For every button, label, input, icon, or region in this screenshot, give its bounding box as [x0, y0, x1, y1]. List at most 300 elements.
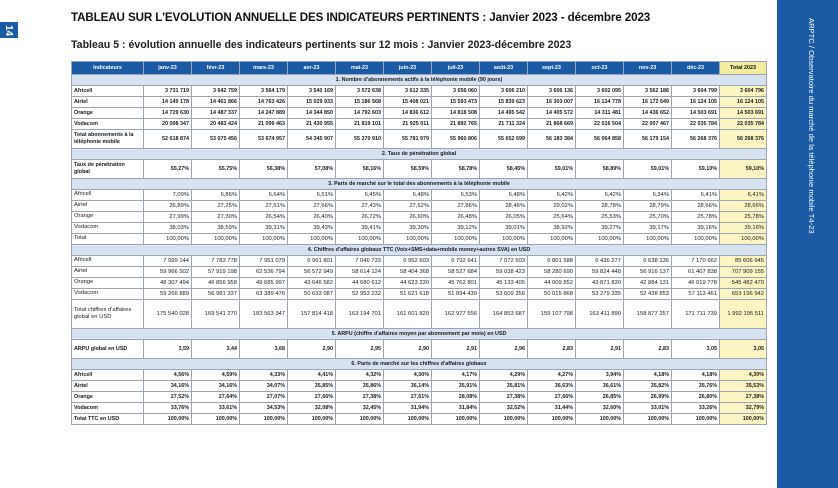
- table-cell: 100,00%: [240, 414, 288, 425]
- table-cell: 27,52%: [144, 392, 192, 403]
- table-cell: 6,51%: [288, 190, 336, 201]
- table-cell: 175 540 028: [144, 300, 192, 329]
- table-row: [72, 97, 767, 108]
- table-cell: 7 046 733: [336, 256, 384, 267]
- table-cell: 39,41%: [336, 223, 384, 234]
- page-number-tab: [0, 22, 18, 38]
- table-cell: 21 430 955: [288, 119, 336, 130]
- table-cell: 21 892 765: [432, 119, 480, 130]
- table-cell: 27,99%: [144, 212, 192, 223]
- table-cell: 46 856 958: [192, 278, 240, 289]
- table-cell: 53 075 456: [192, 130, 240, 149]
- table-cell: 100,00%: [480, 234, 528, 245]
- table-cell: 14 436 652: [624, 108, 672, 119]
- section-title: 3. Parts de marché sur le total des abonnements à la téléphonie mobile: [72, 179, 767, 190]
- table-cell: 3 606 136: [528, 86, 576, 97]
- table-cell: 14 818 508: [432, 108, 480, 119]
- header-month: déc-23: [672, 62, 720, 75]
- header-month: oct-23: [576, 62, 624, 75]
- table-cell: 28,78%: [576, 201, 624, 212]
- total-cell: 59,10%: [720, 160, 767, 179]
- table-cell: 27,86%: [432, 201, 480, 212]
- table-cell: 45 133 405: [480, 278, 528, 289]
- table-cell: 39,31%: [240, 223, 288, 234]
- table-cell: 100,00%: [336, 234, 384, 245]
- total-cell: 1 992 195 511: [720, 300, 767, 329]
- table-cell: 21 819 101: [336, 119, 384, 130]
- header-month: nov-23: [624, 62, 672, 75]
- table-cell: 16 172 649: [624, 97, 672, 108]
- table-cell: 28,08%: [432, 392, 480, 403]
- table-cell: 161 601 820: [384, 300, 432, 329]
- table-cell: 55 960 806: [432, 130, 480, 149]
- table-row: [72, 278, 767, 289]
- table-cell: 32,08%: [288, 403, 336, 414]
- table-cell: 58,89%: [576, 160, 624, 179]
- table-cell: 100,00%: [576, 414, 624, 425]
- table-cell: 39,12%: [432, 223, 480, 234]
- table-cell: 39,30%: [384, 223, 432, 234]
- table-cell: 55 652 699: [480, 130, 528, 149]
- table-cell: 16 303 007: [528, 97, 576, 108]
- table-cell: 100,00%: [192, 414, 240, 425]
- table-cell: 32,60%: [576, 403, 624, 414]
- header-month: août-23: [480, 62, 528, 75]
- table-cell: 27,07%: [240, 392, 288, 403]
- table-cell: 53 674 957: [240, 130, 288, 149]
- table-cell: 39,01%: [480, 223, 528, 234]
- table-cell: 2,96: [480, 340, 528, 359]
- table-cell: 4,18%: [624, 370, 672, 381]
- table-cell: 163 411 890: [576, 300, 624, 329]
- table-row: [72, 86, 767, 97]
- table-cell: 59 966 502: [144, 267, 192, 278]
- table-cell: 36,63%: [528, 381, 576, 392]
- table-cell: 164 853 687: [480, 300, 528, 329]
- table-cell: 100,00%: [192, 234, 240, 245]
- total-cell: 3 604 796: [720, 86, 767, 97]
- table-cell: 6,42%: [528, 190, 576, 201]
- table-cell: 15 408 021: [384, 97, 432, 108]
- table-cell: 169 541 270: [192, 300, 240, 329]
- table-cell: 27,25%: [192, 201, 240, 212]
- table-cell: 6,64%: [240, 190, 288, 201]
- table-cell: 2,83: [528, 340, 576, 359]
- row-label: Airtel: [72, 267, 144, 278]
- total-cell: 653 196 942: [720, 289, 767, 300]
- table-cell: 4,27%: [528, 370, 576, 381]
- total-cell: 35,53%: [720, 381, 767, 392]
- table-cell: 4,41%: [288, 370, 336, 381]
- total-cell: 27,38%: [720, 392, 767, 403]
- table-cell: 45 762 801: [432, 278, 480, 289]
- table-cell: 35,86%: [336, 381, 384, 392]
- table-cell: 2,91: [432, 340, 480, 359]
- table-cell: 58,45%: [480, 160, 528, 179]
- table-cell: 39,17%: [624, 223, 672, 234]
- table-cell: 26,72%: [336, 212, 384, 223]
- header-total: Total 2023: [720, 62, 767, 75]
- row-label: ARPU global en USD: [72, 340, 144, 359]
- table-cell: 6,41%: [672, 190, 720, 201]
- row-label: Vodacom: [72, 119, 144, 130]
- page-title: TABLEAU SUR L'EVOLUTION ANNUELLE DES INDICATEURS PERTINENTS : Janvier 2023 - décembre 2023: [71, 11, 651, 24]
- table-cell: 16 124 105: [672, 97, 720, 108]
- table-cell: 100,00%: [624, 414, 672, 425]
- table-cell: 63 389 476: [240, 289, 288, 300]
- table-cell: 35,81%: [480, 381, 528, 392]
- table-cell: 62 536 794: [240, 267, 288, 278]
- table-cell: 58 614 124: [336, 267, 384, 278]
- table-cell: 3 612 335: [384, 86, 432, 97]
- row-label: Airtel: [72, 201, 144, 212]
- table-cell: 6 952 603: [384, 256, 432, 267]
- table-cell: 27,66%: [528, 392, 576, 403]
- row-label: Africell: [72, 190, 144, 201]
- row-label: Vodacom: [72, 403, 144, 414]
- table-cell: 6,34%: [624, 190, 672, 201]
- row-label: Airtel: [72, 97, 144, 108]
- row-label: Total: [72, 234, 144, 245]
- table-cell: 33,76%: [144, 403, 192, 414]
- table-cell: 14 405 572: [528, 108, 576, 119]
- table-row: [72, 256, 767, 267]
- table-cell: 6 638 136: [624, 256, 672, 267]
- table-cell: 27,30%: [192, 212, 240, 223]
- row-label: Orange: [72, 278, 144, 289]
- total-cell: 6,41%: [720, 190, 767, 201]
- table-cell: 53 609 356: [480, 289, 528, 300]
- table-cell: 3 606 210: [480, 86, 528, 97]
- table-cell: 43 646 582: [288, 278, 336, 289]
- table-cell: 34,16%: [144, 381, 192, 392]
- table-cell: 3,44: [192, 340, 240, 359]
- table-cell: 3 562 186: [624, 86, 672, 97]
- row-label: Vodacom: [72, 289, 144, 300]
- table-cell: 35,91%: [432, 381, 480, 392]
- table-cell: 15 029 933: [288, 97, 336, 108]
- table-cell: 58 280 690: [528, 267, 576, 278]
- header-month: avr-23: [288, 62, 336, 75]
- table-cell: 100,00%: [288, 234, 336, 245]
- table-cell: 28,66%: [672, 201, 720, 212]
- table-cell: 27,66%: [288, 392, 336, 403]
- table-cell: 6 792 641: [432, 256, 480, 267]
- table-cell: 100,00%: [384, 414, 432, 425]
- total-cell: 22 035 784: [720, 119, 767, 130]
- total-cell: 25,78%: [720, 212, 767, 223]
- table-cell: 48 307 494: [144, 278, 192, 289]
- table-cell: 7 072 503: [480, 256, 528, 267]
- table-cell: 2,91: [576, 340, 624, 359]
- table-row: [72, 212, 767, 223]
- section-title-row: [72, 359, 767, 370]
- table-cell: 55,75%: [192, 160, 240, 179]
- table-cell: 33,26%: [672, 403, 720, 414]
- table-cell: 58 527 684: [432, 267, 480, 278]
- table-cell: 100,00%: [240, 234, 288, 245]
- table-cell: 39,43%: [288, 223, 336, 234]
- total-cell: 100,00%: [720, 234, 767, 245]
- side-band: [777, 0, 838, 488]
- table-cell: 44 623 230: [384, 278, 432, 289]
- section-title: 2. Taux de pénétration global: [72, 149, 767, 160]
- table-cell: 163 194 701: [336, 300, 384, 329]
- total-cell: 56 268 376: [720, 130, 767, 149]
- table-cell: 56 179 154: [624, 130, 672, 149]
- table-cell: 27,38%: [480, 392, 528, 403]
- table-cell: 26,48%: [432, 212, 480, 223]
- row-label: Africell: [72, 86, 144, 97]
- table-cell: 3 642 759: [192, 86, 240, 97]
- table-cell: 14 503 691: [672, 108, 720, 119]
- table-cell: 26,99%: [624, 392, 672, 403]
- table-cell: 38,59%: [192, 223, 240, 234]
- table-cell: 25,78%: [672, 212, 720, 223]
- table-cell: 50 633 087: [288, 289, 336, 300]
- table-cell: 43 871 830: [576, 278, 624, 289]
- table-cell: 54 345 907: [288, 130, 336, 149]
- table-cell: 59,10%: [672, 160, 720, 179]
- table-cell: 20 483 424: [192, 119, 240, 130]
- total-cell: 39,16%: [720, 223, 767, 234]
- table-cell: 7 999 144: [144, 256, 192, 267]
- table-cell: 3 731 719: [144, 86, 192, 97]
- header-month: sept-23: [528, 62, 576, 75]
- table-cell: 3 540 169: [288, 86, 336, 97]
- total-cell: 32,79%: [720, 403, 767, 414]
- row-label: Orange: [72, 392, 144, 403]
- table-row: [72, 267, 767, 278]
- table-cell: 100,00%: [432, 414, 480, 425]
- table-cell: 42 884 131: [624, 278, 672, 289]
- table-cell: 14 311 481: [576, 108, 624, 119]
- section-title: 1. Nombre d'abonnements actifs à la téléphonie mobile (90 jours): [72, 75, 767, 86]
- table-cell: 4,32%: [336, 370, 384, 381]
- table-cell: 27,38%: [336, 392, 384, 403]
- table-cell: 6,48%: [384, 190, 432, 201]
- total-cell: 28,66%: [720, 201, 767, 212]
- table-cell: 56 981 337: [192, 289, 240, 300]
- table-row: [72, 403, 767, 414]
- table-cell: 25,70%: [624, 212, 672, 223]
- table-cell: 31,94%: [384, 403, 432, 414]
- table-cell: 14 247 889: [240, 108, 288, 119]
- indicators-table: [71, 61, 767, 425]
- header-month: janv-23: [144, 62, 192, 75]
- table-cell: 56 064 858: [576, 130, 624, 149]
- total-cell: 707 909 155: [720, 267, 767, 278]
- table-cell: 3 604 799: [672, 86, 720, 97]
- table-cell: 100,00%: [432, 234, 480, 245]
- table-cell: 55 781 979: [384, 130, 432, 149]
- table-cell: 3,59: [144, 340, 192, 359]
- table-cell: 44 680 612: [336, 278, 384, 289]
- table-cell: 58,16%: [336, 160, 384, 179]
- table-cell: 31,84%: [432, 403, 480, 414]
- table-cell: 6 961 801: [288, 256, 336, 267]
- table-cell: 50 015 868: [528, 289, 576, 300]
- row-label: Airtel: [72, 381, 144, 392]
- table-cell: 159 107 798: [528, 300, 576, 329]
- side-running-title: ARPTC / Observatoire du marché de la téléphonie mobile T4-23: [807, 18, 816, 234]
- table-cell: 183 563 347: [240, 300, 288, 329]
- table-cell: 3 656 060: [432, 86, 480, 97]
- table-row: [72, 201, 767, 212]
- table-cell: 35,76%: [672, 381, 720, 392]
- table-cell: 35,82%: [624, 381, 672, 392]
- table-body: [72, 75, 767, 425]
- table-cell: 26,89%: [144, 201, 192, 212]
- table-cell: 100,00%: [528, 414, 576, 425]
- total-cell: 85 606 945: [720, 256, 767, 267]
- table-cell: 22 016 504: [576, 119, 624, 130]
- table-row: [72, 130, 767, 149]
- header-month: mars-23: [240, 62, 288, 75]
- section-title-row: [72, 75, 767, 86]
- table-cell: 16 134 778: [576, 97, 624, 108]
- row-label: Africell: [72, 370, 144, 381]
- table-row: [72, 300, 767, 329]
- table-cell: 14 836 612: [384, 108, 432, 119]
- table-cell: 158 877 257: [624, 300, 672, 329]
- table-cell: 6,45%: [336, 190, 384, 201]
- table-cell: 14 344 850: [288, 108, 336, 119]
- table-cell: 6 801 588: [528, 256, 576, 267]
- table-cell: 4,30%: [384, 370, 432, 381]
- table-cell: 29,02%: [528, 201, 576, 212]
- table-cell: 14 461 866: [192, 97, 240, 108]
- table-cell: 15 593 473: [432, 97, 480, 108]
- table-cell: 59 038 423: [480, 267, 528, 278]
- table-cell: 56 268 376: [672, 130, 720, 149]
- table-cell: 34,07%: [240, 381, 288, 392]
- total-cell: 14 503 691: [720, 108, 767, 119]
- table-cell: 2,83: [624, 340, 672, 359]
- table-cell: 4,33%: [240, 370, 288, 381]
- table-cell: 14 487 337: [192, 108, 240, 119]
- table-row: [72, 190, 767, 201]
- table-cell: 56 916 137: [624, 267, 672, 278]
- header-month: juin-23: [384, 62, 432, 75]
- table-cell: 55,27%: [144, 160, 192, 179]
- table-cell: 2,90: [384, 340, 432, 359]
- table-row: [72, 234, 767, 245]
- table-cell: 59,01%: [528, 160, 576, 179]
- table-cell: 14 729 630: [144, 108, 192, 119]
- table-cell: 100,00%: [144, 414, 192, 425]
- table-cell: 34,16%: [192, 381, 240, 392]
- table-cell: 3,68: [240, 340, 288, 359]
- table-cell: 49 685 997: [240, 278, 288, 289]
- table-cell: 7 170 662: [672, 256, 720, 267]
- table-cell: 3,94%: [576, 370, 624, 381]
- table-cell: 26,05%: [480, 212, 528, 223]
- table-cell: 59 824 448: [576, 267, 624, 278]
- row-label: Orange: [72, 108, 144, 119]
- table-cell: 100,00%: [576, 234, 624, 245]
- header-month: févr-23: [192, 62, 240, 75]
- row-label: Taux de pénétration global: [72, 160, 144, 179]
- row-label: Total abonnements à la téléphonie mobile: [72, 130, 144, 149]
- section-title-row: [72, 149, 767, 160]
- table-row: [72, 340, 767, 359]
- table-cell: 58,59%: [384, 160, 432, 179]
- table-row: [72, 414, 767, 425]
- table-cell: 21 868 669: [528, 119, 576, 130]
- header-month: juil-23: [432, 62, 480, 75]
- table-row: [72, 370, 767, 381]
- table-cell: 100,00%: [288, 414, 336, 425]
- table-cell: 4,17%: [432, 370, 480, 381]
- table-cell: 14 149 178: [144, 97, 192, 108]
- table-cell: 36,61%: [576, 381, 624, 392]
- table-cell: 21 925 011: [384, 119, 432, 130]
- row-label: Total chiffres d'affaires global en USD: [72, 300, 144, 329]
- table-cell: 4,56%: [144, 370, 192, 381]
- table-cell: 27,64%: [192, 392, 240, 403]
- table-cell: 57,08%: [288, 160, 336, 179]
- table-cell: 58 404 368: [384, 267, 432, 278]
- table-cell: 33,61%: [192, 403, 240, 414]
- section-title: 6. Parts de marché sur les chiffres d'affaires globaux: [72, 359, 767, 370]
- table-cell: 57 919 198: [192, 267, 240, 278]
- table-cell: 15 839 623: [480, 97, 528, 108]
- table-row: [72, 119, 767, 130]
- section-title: 4. Chiffres d'affaires globaux TTC (Voix+SMS+data+mobile money+autres SVA) en USD: [72, 245, 767, 256]
- table-cell: 3 602 095: [576, 86, 624, 97]
- table-cell: 25,64%: [528, 212, 576, 223]
- table-cell: 55 370 910: [336, 130, 384, 149]
- table-header-row: [72, 62, 767, 75]
- table-cell: 39,16%: [672, 223, 720, 234]
- table-cell: 58,78%: [432, 160, 480, 179]
- table-cell: 38,03%: [144, 223, 192, 234]
- table-cell: 25,53%: [576, 212, 624, 223]
- table-cell: 32,45%: [336, 403, 384, 414]
- table-cell: 36,14%: [384, 381, 432, 392]
- table-cell: 100,00%: [672, 234, 720, 245]
- row-label: Orange: [72, 212, 144, 223]
- total-cell: 3,05: [720, 340, 767, 359]
- table-cell: 22 035 784: [672, 119, 720, 130]
- table-row: [72, 392, 767, 403]
- table-cell: 14 495 542: [480, 108, 528, 119]
- table-cell: 26,40%: [288, 212, 336, 223]
- table-cell: 7 951 079: [240, 256, 288, 267]
- table-cell: 53 279 335: [576, 289, 624, 300]
- table-cell: 28,79%: [624, 201, 672, 212]
- table-cell: 26,80%: [672, 392, 720, 403]
- table-cell: 6,48%: [480, 190, 528, 201]
- table-cell: 26,60%: [384, 212, 432, 223]
- table-cell: 46 019 778: [672, 278, 720, 289]
- table-cell: 26,85%: [576, 392, 624, 403]
- table-cell: 32,52%: [480, 403, 528, 414]
- table-cell: 4,18%: [672, 370, 720, 381]
- table-cell: 21 099 463: [240, 119, 288, 130]
- table-cell: 100,00%: [144, 234, 192, 245]
- table-cell: 57 113 461: [672, 289, 720, 300]
- table-cell: 33,01%: [624, 403, 672, 414]
- table-cell: 100,00%: [672, 414, 720, 425]
- table-cell: 27,43%: [336, 201, 384, 212]
- table-cell: 28,46%: [480, 201, 528, 212]
- table-cell: 162 977 556: [432, 300, 480, 329]
- table-cell: 27,51%: [240, 201, 288, 212]
- table-cell: 3,05: [672, 340, 720, 359]
- table-cell: 3 564 179: [240, 86, 288, 97]
